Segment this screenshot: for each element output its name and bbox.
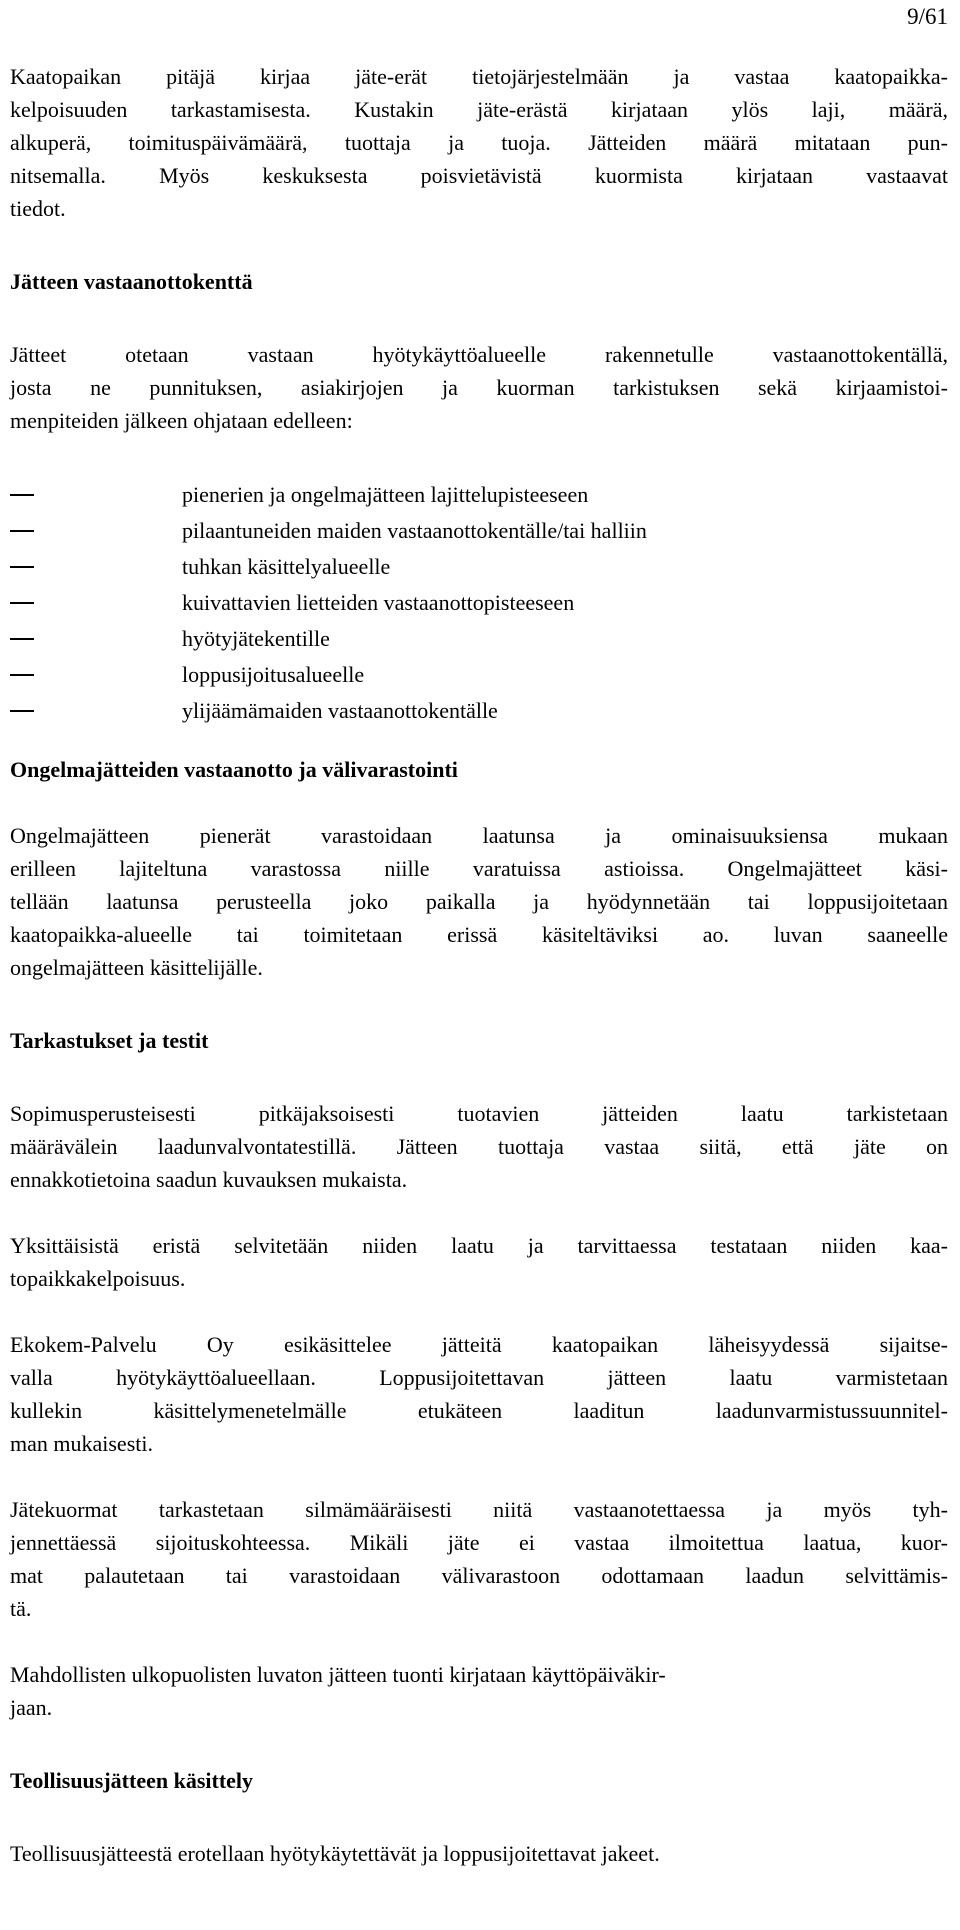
section-heading-vastaanottokentta: Jätteen vastaanottokenttä bbox=[10, 269, 253, 294]
text-line: man mukaisesti. bbox=[10, 1431, 153, 1456]
text-line: kaatopaikka-alueelle tai toimitetaan erissä käsiteltäviksi ao. luvan saaneelle bbox=[10, 922, 948, 947]
text-line: tellään laatunsa perusteella joko paikalla ja hyödynnetään tai loppusijoitetaan bbox=[10, 889, 948, 914]
section-heading-ongelmajatteet: Ongelmajätteiden vastaanotto ja välivarastointi bbox=[10, 757, 458, 782]
list-item: loppusijoitusalueelle bbox=[10, 657, 948, 693]
text-line: kullekin käsittelymenetelmälle etukäteen laaditun laadunvarmistussuunnitel- bbox=[10, 1398, 948, 1423]
text-line: jaan. bbox=[10, 1695, 53, 1720]
section3-paragraph-5 bbox=[10, 1658, 948, 1724]
text-line: Ongelmajätteen pienerät varastoidaan laatunsa ja ominaisuuksiensa mukaan bbox=[10, 823, 948, 848]
text-line: josta ne punnituksen, asiakirjojen ja kuorman tarkistuksen sekä kirjaamistoi- bbox=[10, 375, 948, 400]
text-line: tä. bbox=[10, 1596, 32, 1621]
list-item: ylijäämämaiden vastaanottokentälle bbox=[10, 693, 948, 729]
section3-paragraph-2 bbox=[10, 1229, 948, 1295]
text-line: erilleen lajiteltuna varastossa niille varatuissa astioissa. Ongelmajätteet käsi- bbox=[10, 856, 948, 881]
text-line: tiedot. bbox=[10, 196, 66, 221]
list-item: tuhkan käsittelyalueelle bbox=[10, 549, 948, 585]
page-content bbox=[10, 60, 948, 1870]
list-item: kuivattavien lietteiden vastaanottopisteeseen bbox=[10, 585, 948, 621]
dash-bullet-icon bbox=[10, 530, 34, 532]
text-line: Teollisuusjätteestä erotellaan hyötykäytettävät ja loppusijoitettavat jakeet. bbox=[10, 1841, 660, 1866]
dash-bullet-icon bbox=[10, 602, 34, 604]
text-line: alkuperä, toimituspäivämäärä, tuottaja ja tuoja. Jätteiden määrä mitataan pun- bbox=[10, 130, 948, 155]
text-line: Yksittäisistä eristä selvitetään niiden laatu ja tarvittaessa testataan niiden kaa- bbox=[10, 1233, 948, 1258]
dash-bullet-icon bbox=[10, 710, 34, 712]
text-line: Kaatopaikan pitäjä kirjaa jäte-erät tietojärjestelmään ja vastaa kaatopaikka- bbox=[10, 64, 948, 89]
intro-paragraph bbox=[10, 60, 948, 225]
text-line: nitsemalla. Myös keskuksesta poisvietävistä kuormista kirjataan vastaavat bbox=[10, 163, 948, 188]
page-number: 9/61 bbox=[907, 4, 948, 29]
section2-paragraph bbox=[10, 819, 948, 984]
text-line: ennakkotietoina saadun kuvauksen mukaista. bbox=[10, 1167, 408, 1192]
text-line: Ekokem-Palvelu Oy esikäsittelee jätteitä kaatopaikan läheisyydessä sijaitse- bbox=[10, 1332, 948, 1357]
section4-paragraph bbox=[10, 1837, 948, 1870]
text-line: topaikkakelpoisuus. bbox=[10, 1266, 186, 1291]
text-line: määrävälein laadunvalvontatestillä. Jätteen tuottaja vastaa siitä, että jäte on bbox=[10, 1134, 948, 1159]
dash-bullet-icon bbox=[10, 674, 34, 676]
text-line: Jätteet otetaan vastaan hyötykäyttöalueelle rakennetulle vastaanottokentällä, bbox=[10, 342, 948, 367]
list-item: hyötyjätekentille bbox=[10, 621, 948, 657]
list-item: pienerien ja ongelmajätteen lajittelupisteeseen bbox=[10, 477, 948, 513]
section3-paragraph-4 bbox=[10, 1493, 948, 1625]
section-heading-tarkastukset: Tarkastukset ja testit bbox=[10, 1028, 209, 1053]
dash-bullet-icon bbox=[10, 566, 34, 568]
section3-paragraph-3 bbox=[10, 1328, 948, 1460]
text-line: Sopimusperusteisesti pitkäjaksoisesti tuotavien jätteiden laatu tarkistetaan bbox=[10, 1101, 948, 1126]
text-line: mat palautetaan tai varastoidaan välivarastoon odottamaan laadun selvittämis- bbox=[10, 1563, 948, 1588]
section-heading-teollisuusjate: Teollisuusjätteen käsittely bbox=[10, 1768, 254, 1793]
section3-paragraph-1 bbox=[10, 1097, 948, 1196]
dash-bullet-icon bbox=[10, 638, 34, 640]
text-line: Mahdollisten ulkopuolisten luvaton jätteen tuonti kirjataan käyttöpäiväkir- bbox=[10, 1662, 666, 1687]
text-line: Jätekuormat tarkastetaan silmämääräisesti niitä vastaanotettaessa ja myös tyh- bbox=[10, 1497, 948, 1522]
text-line: jennettäessä sijoituskohteessa. Mikäli jäte ei vastaa ilmoitettua laatua, kuor- bbox=[10, 1530, 948, 1555]
text-line: ongelmajätteen käsittelijälle. bbox=[10, 955, 263, 980]
section1-paragraph bbox=[10, 338, 948, 437]
dash-bullet-icon bbox=[10, 494, 34, 496]
destination-list bbox=[10, 477, 948, 729]
list-item: pilaantuneiden maiden vastaanottokentälle/tai halliin bbox=[10, 513, 948, 549]
text-line: valla hyötykäyttöalueellaan. Loppusijoitettavan jätteen laatu varmistetaan bbox=[10, 1365, 948, 1390]
text-line: menpiteiden jälkeen ohjataan edelleen: bbox=[10, 408, 353, 433]
text-line: kelpoisuuden tarkastamisesta. Kustakin jäte-erästä kirjataan ylös laji, määrä, bbox=[10, 97, 948, 122]
